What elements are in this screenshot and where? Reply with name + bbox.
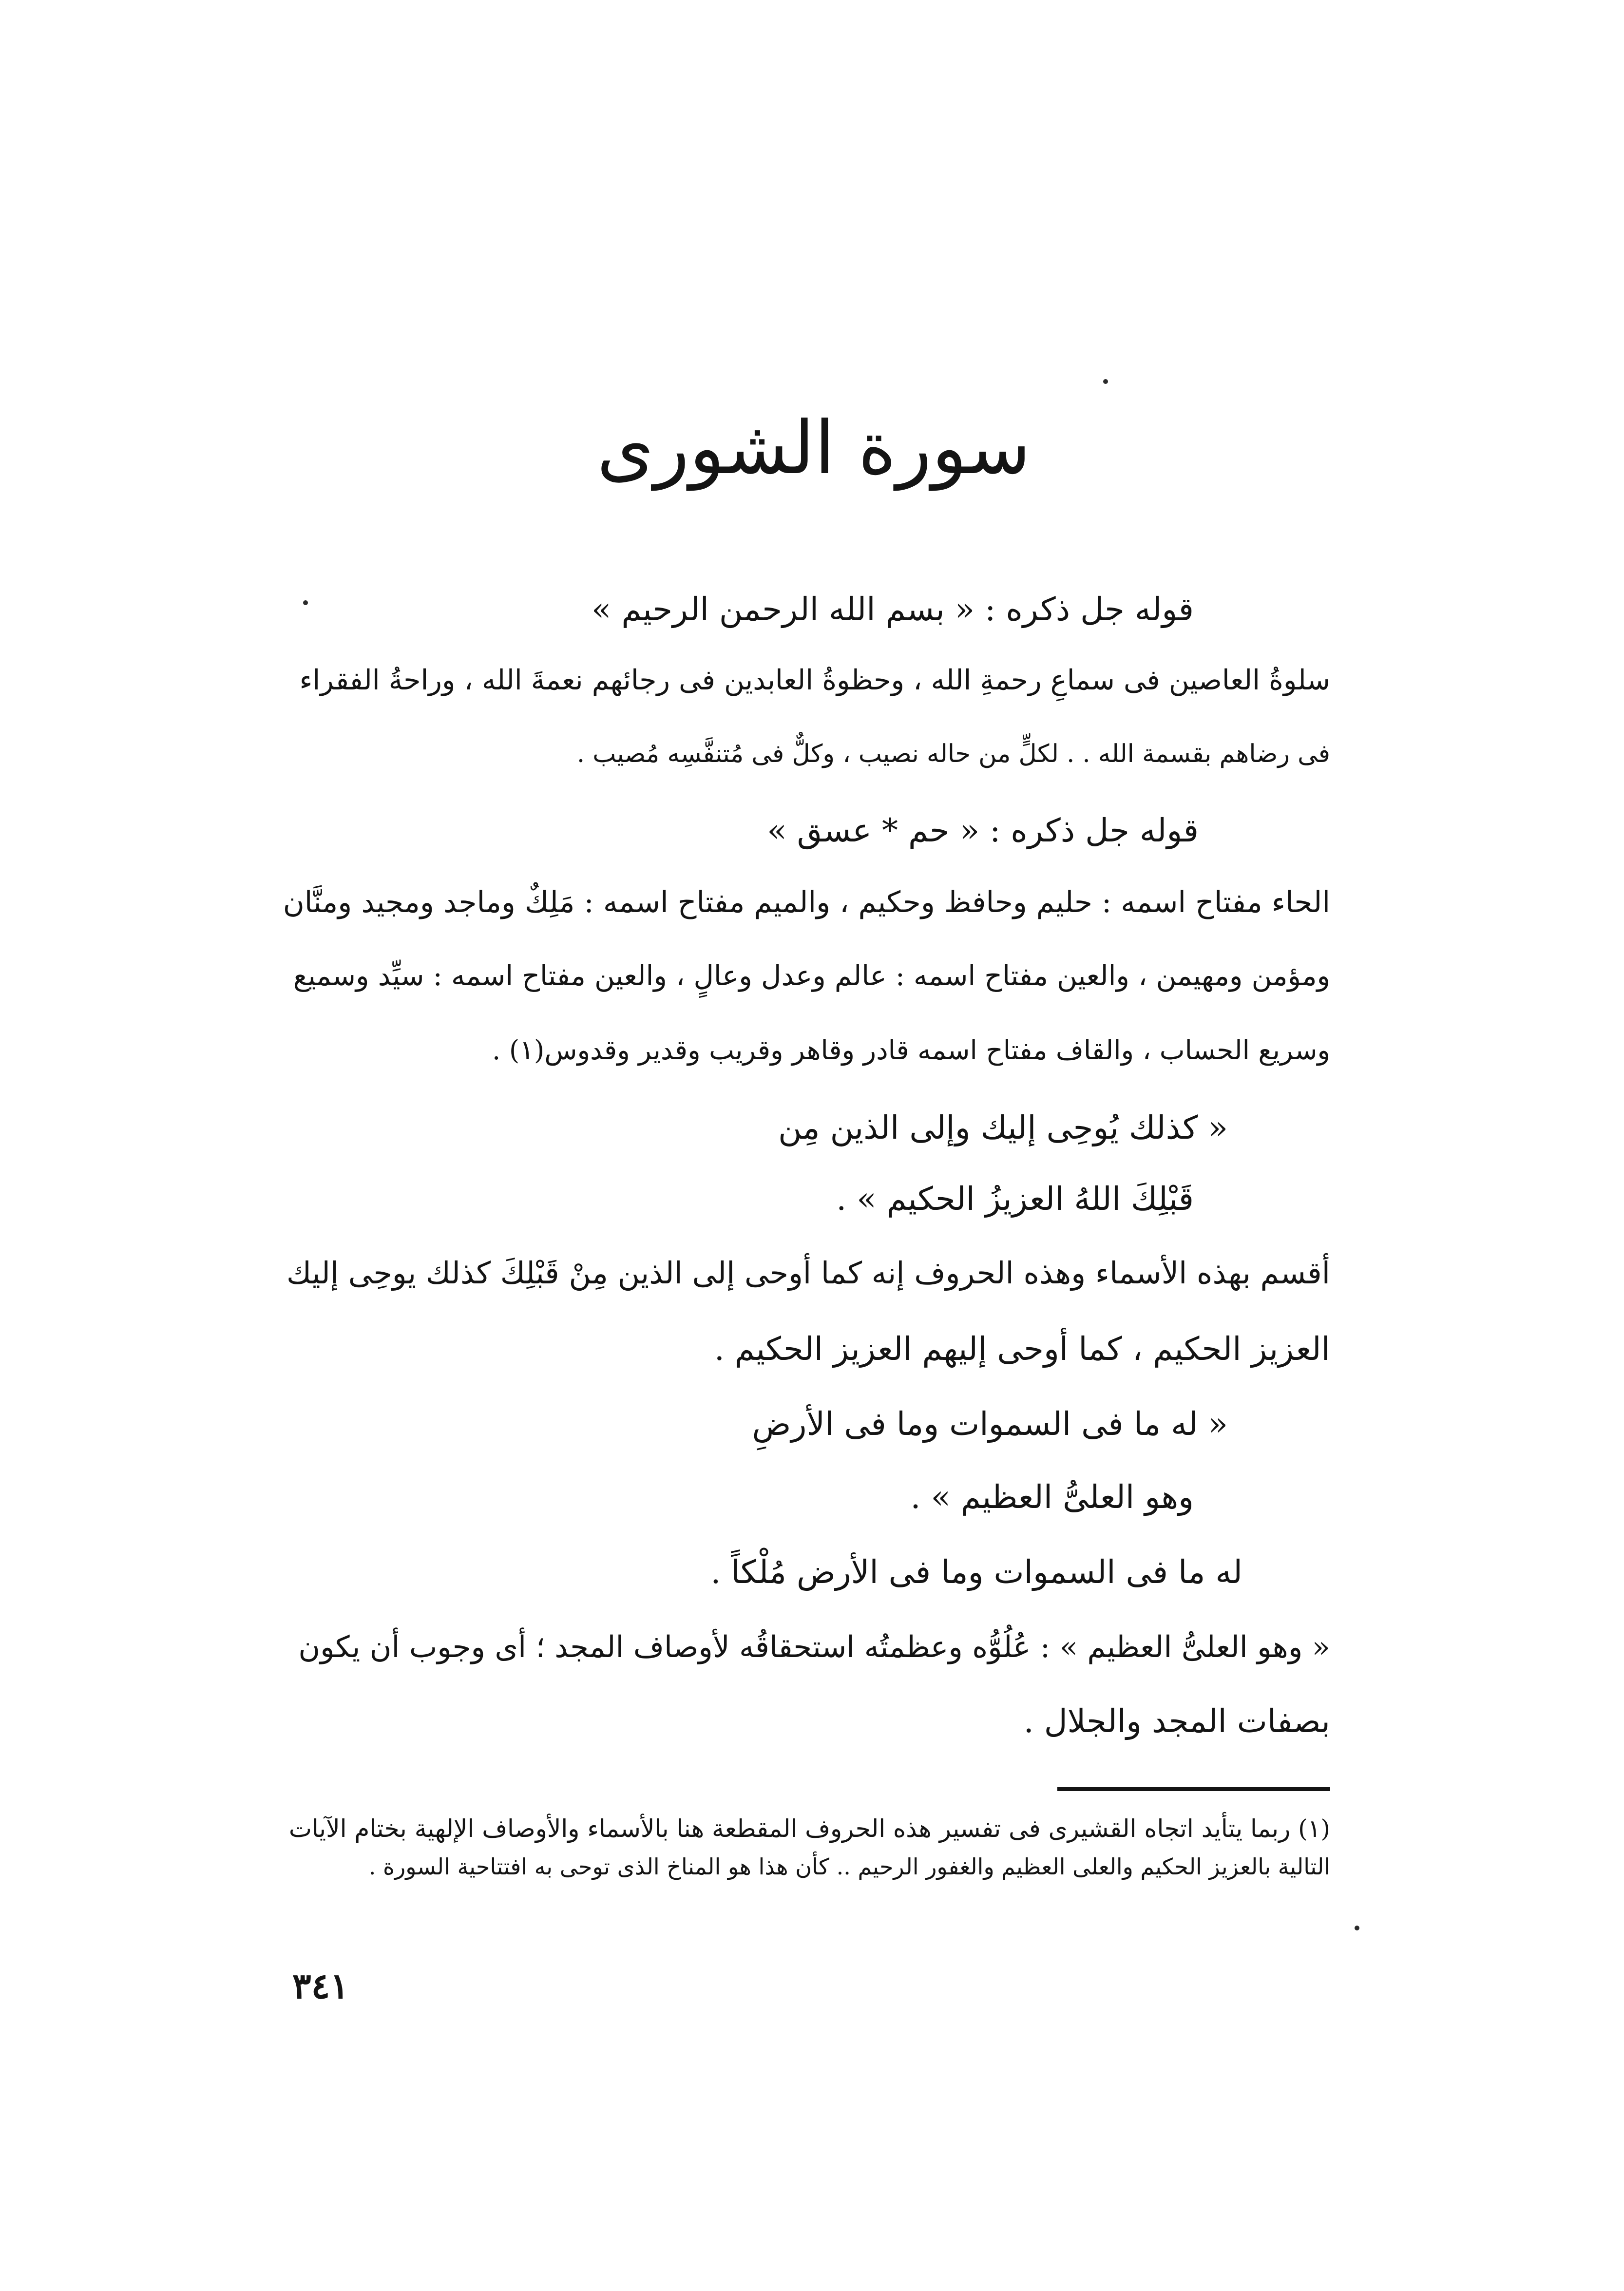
scan-speck (1103, 379, 1108, 384)
paragraph-line: العزيز الحكيم ، كما أوحى إليهم العزيز الحكيم . (714, 1330, 1330, 1368)
paragraph-line: فى رضاهم بقسمة الله . . لكلٍّ من حاله نصيب ، وكلٌّ فى مُتنفَّسِه مُصيب . (576, 740, 1330, 768)
verse-heading-letters: قوله جل ذكره : « حم * عسق » (767, 812, 1199, 849)
paragraph-line: الحاء مفتاح اسمه : حليم وحافظ وحكيم ، والميم مفتاح اسمه : مَلِكٌ وماجد ومجيد ومنَّان (283, 885, 1330, 919)
footnote-line: التالية بالعزيز الحكيم والعلى العظيم والغفور الرحيم .. كأن هذا هو المناخ الذى توحى به افتتاحية السورة . (368, 1853, 1330, 1880)
paragraph-line: أقسم بهذه الأسماء وهذه الحروف إنه كما أوحى إلى الذين مِنْ قَبْلِكَ كذلك يوحِى إليك (287, 1255, 1330, 1291)
surah-title: سورة الشورى (596, 406, 1031, 491)
page-number: ٣٤١ (292, 1965, 349, 2006)
verse-quote-line: « كذلك يُوحِى إليك وإلى الذين مِن (778, 1109, 1228, 1146)
verse-heading-basmala: قوله جل ذكره : « بسم الله الرحمن الرحيم » (592, 591, 1194, 628)
paragraph-line: وسريع الحساب ، والقاف مفتاح اسمه قادر وقاهر وقريب وقدير وقدوس(١) . (492, 1034, 1330, 1066)
scan-speck (1355, 1926, 1359, 1930)
paragraph-line: « وهو العلىُّ العظيم » : عُلُوُّه وعظمتُه استحقاقُه لأوصاف المجد ؛ أى وجوب أن يكون (298, 1630, 1330, 1664)
paragraph-line: بصفات المجد والجلال . (1023, 1702, 1330, 1740)
footnote-divider (1057, 1787, 1330, 1791)
verse-quote-line: وهو العلىُّ العظيم » . (910, 1478, 1194, 1516)
paragraph-line: له ما فى السموات وما فى الأرض مُلْكاً . (710, 1553, 1242, 1591)
verse-quote-line: « له ما فى السموات وما فى الأرضِ (752, 1405, 1228, 1443)
verse-quote-line: قَبْلِكَ اللهُ العزيزُ الحكيم » . (836, 1180, 1194, 1218)
paragraph-line: سلوةُ العاصين فى سماعِ رحمةِ الله ، وحظوةُ العابدين فى رجائهم نعمةَ الله ، وراحةُ الفقراء (299, 664, 1330, 696)
paragraph-line: ومؤمن ومهيمن ، والعين مفتاح اسمه : عالم وعدل وعالٍ ، والعين مفتاح اسمه : سيِّد وسميع (293, 960, 1330, 992)
footnote-line: (١) ربما يتأيد اتجاه القشيرى فى تفسير هذه الحروف المقطعة هنا بالأسماء والأوصاف الإلهية بختام الآيات (288, 1814, 1330, 1843)
scan-speck (303, 600, 308, 605)
